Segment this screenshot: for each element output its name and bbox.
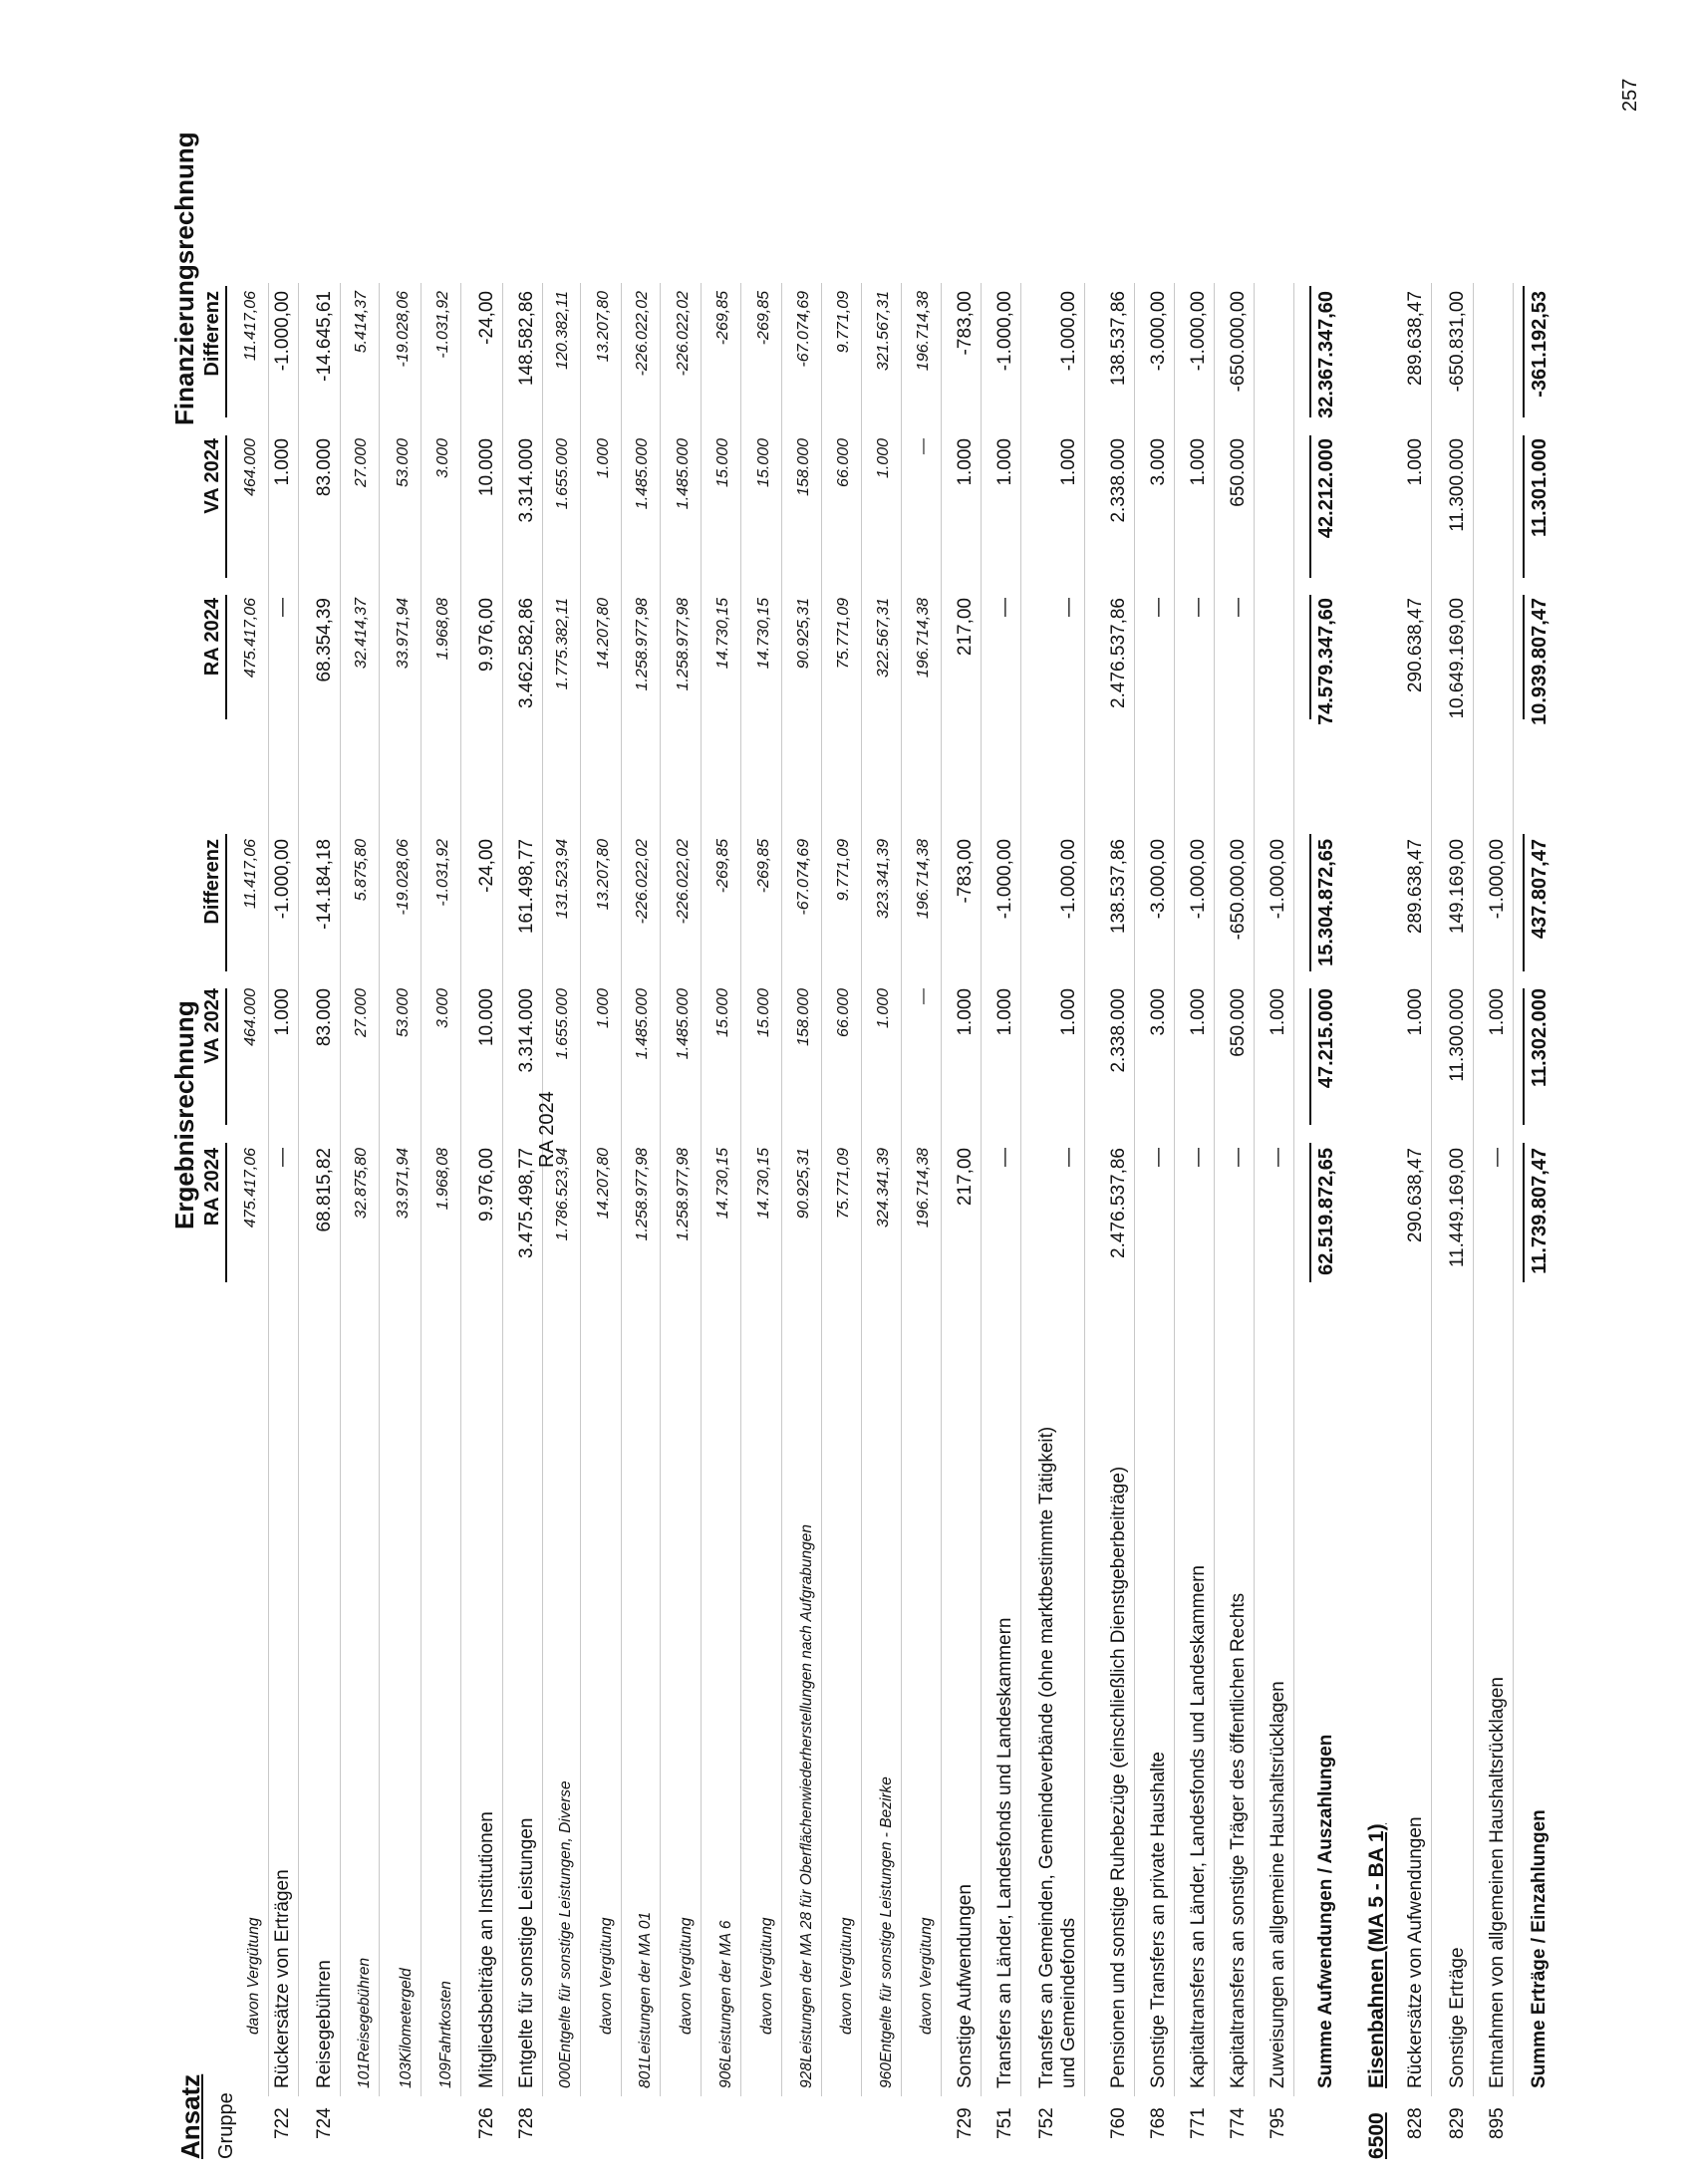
- row-separator: [781, 283, 782, 2096]
- row-subcode: 109: [437, 2062, 454, 2088]
- value-cell: 1.775.382,11: [554, 598, 571, 690]
- value-cell: 1.786.523,94: [554, 1148, 571, 1241]
- row-separator: [861, 283, 862, 2096]
- value-cell: -650.000,00: [1228, 839, 1249, 941]
- value-cell: 27.000: [353, 438, 370, 487]
- row-separator: [1174, 283, 1175, 2096]
- value-cell: -269,85: [714, 839, 731, 894]
- row-label: Fahrtkosten: [437, 1981, 454, 2062]
- value-cell: 148.582,86: [516, 291, 537, 387]
- value-cell: 3.000: [1148, 438, 1169, 486]
- sum-rule: [1523, 1143, 1525, 1282]
- row-label: davon Vergütung: [758, 1917, 775, 2035]
- header-rule: [225, 286, 227, 417]
- value-cell: 5.875,80: [353, 839, 370, 902]
- value-cell: 10.939.807,47: [1529, 598, 1551, 725]
- row-label: davon Vergütung: [838, 1917, 855, 2035]
- row-code: 728: [516, 2107, 537, 2139]
- value-cell: 1.000: [1268, 988, 1288, 1036]
- value-cell: -3.000,00: [1148, 291, 1169, 372]
- row-separator: [460, 283, 461, 2096]
- row-separator: [298, 283, 299, 2096]
- value-cell: 10.000: [476, 438, 497, 497]
- value-cell: 475.417,06: [242, 598, 259, 679]
- value-cell: 464.000: [242, 438, 259, 496]
- row-separator: [502, 283, 503, 2096]
- value-cell: 32.414,37: [353, 598, 370, 670]
- header-rule: [225, 988, 227, 1125]
- value-cell: 650.000: [1228, 438, 1249, 507]
- value-cell: -1.000,00: [1188, 839, 1209, 920]
- value-cell: 437.807,47: [1529, 839, 1551, 940]
- row-label: Summe Aufwendungen / Auszahlungen: [1315, 1734, 1336, 2088]
- value-cell: 3.000: [1148, 988, 1169, 1036]
- row-label: davon Vergütung: [598, 1917, 615, 2035]
- value-cell: —: [1058, 598, 1079, 617]
- value-cell: 650.000: [1228, 988, 1249, 1057]
- value-cell: -1.000,00: [1268, 839, 1288, 920]
- row-label: Sonstige Aufwendungen: [955, 1884, 976, 2088]
- finanzierungsrechnung-title: Finanzierungsrechnung: [169, 132, 199, 425]
- value-cell: 1.968,08: [434, 1148, 451, 1211]
- row-code: 771: [1188, 2107, 1209, 2139]
- value-cell: 3.462.582,86: [516, 598, 537, 708]
- value-cell: 68.815,82: [314, 1148, 335, 1232]
- row-subcode: 928: [798, 2062, 815, 2088]
- value-cell: —: [272, 1148, 293, 1167]
- row-code: 774: [1228, 2107, 1249, 2139]
- value-cell: 1.000: [1188, 988, 1209, 1036]
- value-cell: 62.519.872,65: [1315, 1148, 1337, 1275]
- value-cell: 27.000: [353, 988, 370, 1037]
- value-cell: 1.000: [1405, 438, 1426, 486]
- value-cell: 11.300.000: [1447, 988, 1468, 1082]
- value-cell: 1.000: [955, 988, 976, 1036]
- row-code: 895: [1487, 2107, 1508, 2139]
- row-code: 722: [272, 2107, 293, 2139]
- value-cell: 74.579.347,60: [1315, 598, 1337, 725]
- row-label: Summe Erträge / Einzahlungen: [1529, 1809, 1550, 2088]
- row-separator: [1134, 283, 1135, 2096]
- value-cell: 196.714,38: [915, 1148, 932, 1228]
- row-label: Reisegebühren: [314, 1960, 335, 2088]
- value-cell: 1.968,08: [434, 598, 451, 661]
- value-cell: 158.000: [795, 988, 812, 1046]
- row-label: Reisegebühren: [356, 1957, 373, 2062]
- value-cell: -1.000,00: [1188, 291, 1209, 372]
- value-cell: -1.031,92: [434, 291, 451, 359]
- value-cell: -14.645,61: [314, 291, 335, 382]
- value-cell: 1.000: [272, 438, 293, 486]
- value-cell: 1.000: [994, 438, 1015, 486]
- value-cell: -269,85: [714, 291, 731, 346]
- value-cell: —: [1268, 1148, 1288, 1167]
- value-cell: 1.258.977,98: [634, 1148, 651, 1241]
- row-code: 828: [1405, 2107, 1426, 2139]
- sum-rule: [1523, 834, 1525, 971]
- value-cell: 14.207,80: [595, 598, 612, 670]
- row-separator: [941, 283, 942, 2096]
- row-subcode: 103: [398, 2062, 415, 2088]
- value-cell: 13.207,80: [595, 839, 612, 911]
- value-cell: 32.367.347,60: [1315, 291, 1337, 418]
- row-label: Transfers an Länder, Landesfonds und Landeskammern: [994, 1617, 1015, 2088]
- value-cell: 1.000: [1058, 988, 1079, 1036]
- footer-center: RA 2024: [536, 1091, 558, 1168]
- value-cell: 196.714,38: [915, 598, 932, 679]
- row-label: davon Vergütung: [245, 1917, 262, 2035]
- value-cell: -1.031,92: [434, 839, 451, 907]
- row-separator: [542, 283, 543, 2096]
- value-cell: -19.028,06: [395, 291, 412, 368]
- value-cell: 15.304.872,65: [1315, 839, 1337, 966]
- value-cell: 3.000: [434, 988, 451, 1029]
- value-cell: 14.730,15: [714, 1148, 731, 1220]
- value-cell: 161.498,77: [516, 839, 537, 935]
- value-cell: 1.000: [1487, 988, 1508, 1036]
- value-cell: 2.338.000: [1108, 438, 1129, 523]
- value-cell: 322.567,31: [875, 598, 892, 679]
- value-cell: 324.341,39: [875, 1148, 892, 1228]
- value-cell: -14.184,18: [314, 839, 335, 930]
- value-cell: 1.485.000: [634, 988, 651, 1060]
- row-separator: [1084, 283, 1085, 2096]
- value-cell: -361.192,53: [1529, 291, 1551, 398]
- value-cell: 3.475.498,77: [516, 1148, 537, 1258]
- value-cell: 1.258.977,98: [675, 598, 692, 691]
- value-cell: 1.000: [1405, 988, 1426, 1036]
- value-cell: 90.925,31: [795, 1148, 812, 1220]
- row-separator: [701, 283, 702, 2096]
- row-code: 768: [1148, 2107, 1169, 2139]
- column-header: VA 2024: [201, 438, 223, 514]
- row-label: Pensionen und sonstige Ruhebezüge (einschließlich Dienstgeberbeiträge): [1108, 1466, 1129, 2088]
- page-title: Ansatz: [175, 2073, 205, 2159]
- row-code: 829: [1447, 2107, 1468, 2139]
- value-cell: 9.771,09: [835, 839, 852, 902]
- row-separator: [1293, 283, 1294, 2096]
- row-code: 6500: [1365, 2112, 1388, 2159]
- sum-rule: [1309, 286, 1311, 417]
- value-cell: -1.000,00: [994, 291, 1015, 372]
- value-cell: 475.417,06: [242, 1148, 259, 1228]
- row-label: Kilometergeld: [398, 1968, 415, 2062]
- value-cell: 1.000: [875, 988, 892, 1029]
- header-rule: [225, 435, 227, 578]
- value-cell: 321.567,31: [875, 291, 892, 372]
- sum-rule: [1523, 595, 1525, 719]
- row-separator: [340, 283, 341, 2096]
- row-code: 795: [1268, 2107, 1288, 2139]
- value-cell: 15.000: [755, 438, 772, 487]
- value-cell: 1.000: [595, 988, 612, 1029]
- value-cell: 2.476.537,86: [1108, 598, 1129, 708]
- value-cell: 33.971,94: [395, 1148, 412, 1220]
- value-cell: -1.000,00: [272, 839, 293, 920]
- value-cell: 53.000: [395, 988, 412, 1037]
- row-label: Kapitaltransfers an sonstige Träger des öffentlichen Rechts: [1228, 1592, 1249, 2088]
- value-cell: 1.000: [994, 988, 1015, 1036]
- sum-rule: [1523, 988, 1525, 1125]
- header-rule: [225, 595, 227, 719]
- value-cell: —: [994, 598, 1015, 617]
- value-cell: -1.000,00: [272, 291, 293, 372]
- value-cell: -24,00: [476, 839, 497, 893]
- header-rule: [225, 834, 227, 971]
- sum-rule: [1309, 988, 1311, 1125]
- row-label: Kapitaltransfers an Länder, Landesfonds und Landeskammern: [1188, 1565, 1209, 2088]
- value-cell: 1.485.000: [675, 438, 692, 510]
- value-cell: 2.338.000: [1108, 988, 1129, 1073]
- value-cell: 11.417,06: [242, 291, 259, 361]
- row-separator: [1473, 283, 1474, 2096]
- value-cell: 33.971,94: [395, 598, 412, 670]
- sum-rule: [1309, 435, 1311, 578]
- row-separator: [379, 283, 380, 2096]
- value-cell: -783,00: [955, 839, 976, 904]
- value-cell: 53.000: [395, 438, 412, 487]
- value-cell: 9.771,09: [835, 291, 852, 354]
- value-cell: 1.485.000: [634, 438, 651, 510]
- value-cell: —: [272, 598, 293, 617]
- value-cell: 10.000: [476, 988, 497, 1047]
- value-cell: 1.485.000: [675, 988, 692, 1060]
- row-subcode: 960: [878, 2062, 895, 2088]
- column-header: RA 2024: [201, 1148, 223, 1227]
- value-cell: -226.022,02: [675, 839, 692, 925]
- value-cell: 75.771,09: [835, 1148, 852, 1220]
- value-cell: -3.000,00: [1148, 839, 1169, 920]
- value-cell: 290.638,47: [1405, 598, 1426, 693]
- value-cell: 10.649.169,00: [1447, 598, 1468, 719]
- value-cell: —: [1487, 1148, 1508, 1167]
- value-cell: 1.000: [955, 438, 976, 486]
- value-cell: 289.638,47: [1405, 839, 1426, 935]
- row-code: 752: [1036, 2107, 1057, 2139]
- row-label: Leistungen der MA 6: [717, 1920, 734, 2062]
- value-cell: 11.301.000: [1529, 438, 1551, 537]
- row-separator: [580, 283, 581, 2096]
- value-cell: -1.000,00: [1058, 291, 1079, 372]
- value-cell: 90.925,31: [795, 598, 812, 670]
- value-cell: —: [1148, 1148, 1169, 1167]
- row-separator: [1254, 283, 1255, 2096]
- row-label: Leistungen der MA 28 für Oberflächenwiederherstellungen nach Aufgrabungen: [798, 1524, 815, 2062]
- value-cell: 3.000: [434, 438, 451, 479]
- value-cell: 15.000: [714, 438, 731, 487]
- row-separator: [1020, 283, 1021, 2096]
- row-label: Sonstige Erträge: [1447, 1947, 1468, 2088]
- value-cell: —: [1188, 598, 1209, 617]
- value-cell: 1.258.977,98: [675, 1148, 692, 1241]
- value-cell: 158.000: [795, 438, 812, 496]
- value-cell: 83.000: [314, 988, 335, 1047]
- value-cell: 13.207,80: [595, 291, 612, 363]
- row-label: Entgelte für sonstige Leistungen: [516, 1817, 537, 2088]
- value-cell: 1.655.000: [554, 438, 571, 510]
- value-cell: -650.831,00: [1447, 291, 1468, 393]
- value-cell: 9.976,00: [476, 1148, 497, 1222]
- value-cell: -24,00: [476, 291, 497, 345]
- value-cell: 83.000: [314, 438, 335, 497]
- row-label: Rückersätze von Aufwendungen: [1405, 1816, 1426, 2088]
- value-cell: 66.000: [835, 438, 852, 487]
- value-cell: 14.730,15: [714, 598, 731, 670]
- value-cell: 32.875,80: [353, 1148, 370, 1220]
- value-cell: 14.730,15: [755, 1148, 772, 1220]
- value-cell: 464.000: [242, 988, 259, 1046]
- value-cell: 11.302.000: [1529, 988, 1551, 1087]
- value-cell: 290.638,47: [1405, 1148, 1426, 1243]
- value-cell: 217,00: [955, 1148, 976, 1207]
- sum-rule: [1523, 286, 1525, 417]
- ergebnisrechnung-title: Ergebnisrechnung: [169, 1000, 199, 1229]
- row-separator: [1513, 283, 1514, 2096]
- value-cell: -226.022,02: [634, 291, 651, 377]
- value-cell: 9.976,00: [476, 598, 497, 672]
- row-label: Eisenbahnen (MA 5 - BA 1): [1365, 1823, 1388, 2088]
- value-cell: 1.655.000: [554, 988, 571, 1060]
- column-header: Differenz: [201, 839, 223, 925]
- value-cell: -269,85: [755, 839, 772, 894]
- value-cell: -1.000,00: [1487, 839, 1508, 920]
- value-cell: —: [1228, 598, 1249, 617]
- row-code: 729: [955, 2107, 976, 2139]
- value-cell: 11.300.000: [1447, 438, 1468, 532]
- value-cell: -1.000,00: [994, 839, 1015, 920]
- value-cell: 11.417,06: [242, 839, 259, 909]
- row-code: 724: [314, 2107, 335, 2139]
- row-subcode: 101: [356, 2062, 373, 2088]
- value-cell: 15.000: [755, 988, 772, 1037]
- value-cell: 1.000: [272, 988, 293, 1036]
- value-cell: 3.314.000: [516, 988, 537, 1073]
- row-separator: [621, 283, 622, 2096]
- value-cell: 68.354,39: [314, 598, 335, 682]
- value-cell: 196.714,38: [915, 291, 932, 372]
- row-separator: [1431, 283, 1432, 2096]
- row-label: Mitgliedsbeiträge an Institutionen: [476, 1811, 497, 2088]
- row-subcode: 000: [557, 2062, 574, 2088]
- sum-rule: [1523, 435, 1525, 578]
- value-cell: 3.314.000: [516, 438, 537, 523]
- value-cell: 138.537,86: [1108, 291, 1129, 387]
- value-cell: —: [1188, 1148, 1209, 1167]
- column-header: RA 2024: [201, 598, 223, 677]
- value-cell: —: [1058, 1148, 1079, 1167]
- value-cell: -226.022,02: [675, 291, 692, 377]
- value-cell: 42.212.000: [1315, 438, 1337, 539]
- row-label: Rückersätze von Erträgen: [272, 1869, 293, 2088]
- value-cell: 120.382,11: [554, 291, 571, 370]
- row-code: 726: [476, 2107, 497, 2139]
- row-separator: [821, 283, 822, 2096]
- value-cell: 11.449.169,00: [1447, 1148, 1468, 1268]
- value-cell: 217,00: [955, 598, 976, 657]
- value-cell: 1.000: [595, 438, 612, 479]
- row-label: Entgelte für sonstige Leistungen, Diverse: [557, 1780, 574, 2062]
- row-subcode: 801: [637, 2062, 654, 2088]
- row-separator: [268, 283, 269, 2096]
- row-separator: [660, 283, 661, 2096]
- value-cell: 5.414,37: [353, 291, 370, 354]
- value-cell: 75.771,09: [835, 598, 852, 670]
- value-cell: 196.714,38: [915, 839, 932, 920]
- row-separator: [981, 283, 982, 2096]
- value-cell: 149.169,00: [1447, 839, 1468, 935]
- value-cell: 47.215.000: [1315, 988, 1337, 1089]
- value-cell: -67.074,69: [795, 291, 812, 368]
- value-cell: -1.000,00: [1058, 839, 1079, 920]
- value-cell: -226.022,02: [634, 839, 651, 925]
- value-cell: -19.028,06: [395, 839, 412, 916]
- value-cell: 1.258.977,98: [634, 598, 651, 691]
- row-label: davon Vergütung: [918, 1917, 935, 2035]
- value-cell: 11.739.807,47: [1529, 1148, 1551, 1274]
- value-cell: —: [915, 988, 932, 1004]
- row-label: Sonstige Transfers an private Haushalte: [1148, 1752, 1169, 2088]
- row-label: Zuweisungen an allgemeine Haushaltsrücklagen: [1268, 1681, 1288, 2088]
- value-cell: 323.341,39: [875, 839, 892, 920]
- row-code: 751: [994, 2107, 1015, 2139]
- value-cell: 14.207,80: [595, 1148, 612, 1220]
- row-label: Entgelte für sonstige Leistungen - Bezirke: [878, 1776, 895, 2062]
- sum-rule: [1309, 595, 1311, 719]
- row-label-cont: und Gemeindefonds: [1058, 1917, 1079, 2088]
- page-number: 257: [1619, 78, 1641, 112]
- row-code: 760: [1108, 2107, 1129, 2139]
- value-cell: —: [1148, 598, 1169, 617]
- row-subcode: 906: [717, 2062, 734, 2088]
- header-rule: [225, 1143, 227, 1282]
- value-cell: 1.000: [875, 438, 892, 479]
- row-separator: [1214, 283, 1215, 2096]
- value-cell: 1.000: [1058, 438, 1079, 486]
- value-cell: —: [1228, 1148, 1249, 1167]
- value-cell: -269,85: [755, 291, 772, 346]
- sum-rule: [1309, 834, 1311, 971]
- column-header: Differenz: [201, 291, 223, 377]
- value-cell: 15.000: [714, 988, 731, 1037]
- value-cell: 289.638,47: [1405, 291, 1426, 387]
- value-cell: 1.000: [1188, 438, 1209, 486]
- value-cell: 2.476.537,86: [1108, 1148, 1129, 1258]
- value-cell: -783,00: [955, 291, 976, 356]
- sum-rule: [1309, 1143, 1311, 1282]
- row-label: Transfers an Gemeinden, Gemeindeverbände (ohne marktbestimmte Tätigkeit): [1036, 1426, 1057, 2088]
- row-label: Entnahmen von allgemeinen Haushaltsrücklagen: [1487, 1677, 1508, 2088]
- value-cell: —: [994, 1148, 1015, 1167]
- value-cell: —: [915, 438, 932, 454]
- value-cell: 66.000: [835, 988, 852, 1037]
- row-label: Leistungen der MA 01: [637, 1911, 654, 2062]
- row-label: davon Vergütung: [678, 1917, 695, 2035]
- row-separator: [740, 283, 741, 2096]
- row-separator: [421, 283, 422, 2096]
- value-cell: 138.537,86: [1108, 839, 1129, 935]
- value-cell: -67.074,69: [795, 839, 812, 916]
- value-cell: 131.523,94: [554, 839, 571, 920]
- row-separator: [901, 283, 902, 2096]
- value-cell: -650.000,00: [1228, 291, 1249, 393]
- value-cell: 14.730,15: [755, 598, 772, 670]
- column-header: VA 2024: [201, 988, 223, 1064]
- gruppe-label: Gruppe: [215, 2092, 237, 2159]
